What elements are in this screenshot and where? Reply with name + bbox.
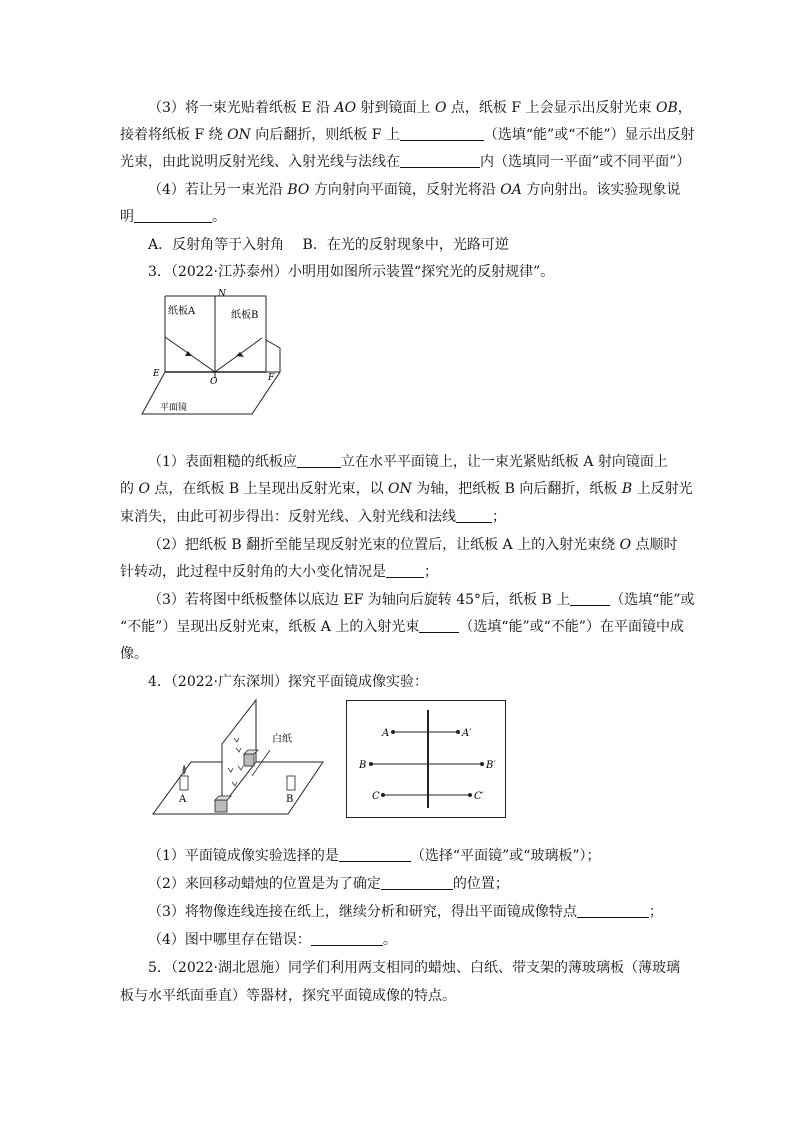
- support-block-bottom: [215, 800, 227, 812]
- q2-part3-line1: [148, 98, 708, 118]
- label-c-prime: C′: [474, 791, 484, 802]
- label-board-b: 纸板B: [231, 310, 259, 321]
- answer-blank[interactable]: [400, 153, 480, 168]
- q2-part4-line1: [148, 180, 708, 200]
- label-b: B: [286, 794, 294, 805]
- q2-options: A．反射角等于入射角 B．在光的反射现象中，光路可逆: [148, 237, 509, 253]
- text: “不能”）呈现出反射光束，纸板 A 上的入射光束: [120, 619, 420, 635]
- text: ON: [388, 481, 412, 497]
- text: 点，在纸板 B 上呈现出反射光束，以: [149, 481, 389, 497]
- answer-blank[interactable]: [570, 591, 610, 606]
- q4-part4: [148, 930, 708, 950]
- text: ；: [648, 904, 663, 920]
- text: O: [434, 100, 447, 116]
- label-mirror: 平面镜: [160, 403, 188, 413]
- answer-blank[interactable]: [311, 931, 383, 946]
- label-b: B: [359, 760, 367, 771]
- label-white-paper: 白纸: [272, 734, 292, 745]
- point-a: [391, 730, 395, 734]
- text: BO: [287, 182, 310, 198]
- q2-part4-line2: [120, 207, 680, 227]
- label-a: A: [382, 728, 390, 739]
- text: ，: [677, 100, 692, 116]
- q4-part3: [148, 902, 708, 922]
- q3-part3-line2: [120, 617, 684, 637]
- q3-part2-line2: [120, 562, 680, 582]
- text: 的位置；: [452, 876, 509, 892]
- answer-blank[interactable]: [386, 563, 424, 578]
- point-b2: [480, 762, 484, 766]
- q4-title: 4．（2022·广东深圳）探究平面镜成像实验：: [148, 674, 428, 690]
- text: （3）若将图中纸板整体以底边 EF 为轴向后旋转 45°后，纸板 B 上: [148, 592, 571, 608]
- q2-part3-line3: [120, 152, 691, 172]
- label-a-prime: A′: [462, 728, 472, 739]
- text: 。: [382, 932, 397, 948]
- text: （1）表面粗糙的纸板应: [148, 454, 297, 470]
- text: OB: [655, 100, 678, 116]
- board-b-fold: [266, 340, 280, 372]
- text: ON: [227, 127, 251, 143]
- text: 的: [120, 481, 139, 497]
- answer-blank[interactable]: [297, 453, 341, 468]
- q5-line1: 5．（2022·湖北恩施）同学们利用两支相同的蜡烛、白纸、带支架的薄玻璃板（薄玻璃: [148, 960, 680, 976]
- text: 针转动，此过程中反射角的大小变化情况是: [120, 564, 386, 580]
- text: 方向射向平面镜，反射光将沿: [309, 182, 501, 198]
- label-board-a: 纸板A: [168, 306, 196, 317]
- text: 方向射出。该实验现象说: [521, 182, 681, 198]
- answer-blank[interactable]: [419, 618, 459, 633]
- q3-part2-line1: [148, 535, 708, 555]
- text: 点顺时: [631, 537, 678, 553]
- candle-a: [180, 776, 188, 790]
- point-c: [381, 793, 385, 797]
- text: 上反射光: [632, 481, 693, 497]
- text: 为轴，把纸板 B 向后翻折，纸板: [411, 481, 622, 497]
- text: 。: [212, 209, 226, 225]
- text: （1）平面镜成像实验选择的是: [148, 848, 339, 864]
- text: （3）将一束光贴着纸板 E 沿: [148, 100, 335, 116]
- support-block-top: [244, 754, 254, 766]
- text: 射到镜面上: [356, 100, 435, 116]
- text: （2）来回移动蜡烛的位置是为了确定: [148, 876, 381, 892]
- text: （选择“平面镜”或“玻璃板”）；: [410, 848, 601, 864]
- text: ；: [424, 564, 438, 580]
- text: 明: [120, 209, 134, 225]
- text: （选填“能”或“不能”）显示出反射: [483, 127, 695, 143]
- text: B: [621, 481, 633, 497]
- text: （选填“能”或“不能”）在平面镜中成: [459, 619, 684, 635]
- label-f: F: [268, 373, 275, 383]
- text: 光束，由此说明反射光线、入射光线与法线在: [120, 154, 400, 170]
- answer-blank[interactable]: [134, 208, 212, 223]
- text: O: [619, 537, 632, 553]
- text: （2）把纸板 B 翻折至能呈现反射光束的位置后，让纸板 A 上的入射光束绕: [148, 537, 620, 553]
- text: 立在水平平面镜上，让一束光紧贴纸板 A 射向镜面上: [340, 454, 668, 470]
- label-b-prime: B′: [486, 760, 496, 771]
- text: ；: [492, 509, 506, 525]
- q3-title: 3．（2022·江苏泰州）小明用如图所示装置“探究光的反射规律”。: [148, 264, 555, 280]
- q3-reflection-diagram: [140, 288, 300, 424]
- text: 接着将纸板 F 绕: [120, 127, 228, 143]
- point-c2: [468, 793, 472, 797]
- q2-part3-line2: [120, 125, 695, 145]
- text: 内（选填同一平面”或不同平面”）: [480, 154, 691, 170]
- text: 点，纸板 F 上会显示出反射光束: [446, 100, 656, 116]
- q3-part3-line1: [148, 590, 708, 610]
- text: OA: [500, 182, 522, 198]
- answer-blank[interactable]: [381, 875, 453, 890]
- text: 束消失，由此可初步得出：反射光线、入射光线和法线: [120, 509, 456, 525]
- point-a2: [456, 730, 460, 734]
- q3-part1-line1: [148, 452, 708, 472]
- text: （4）若让另一束光沿: [148, 182, 288, 198]
- text: （3）将物像连线连接在纸上，继续分析和研究，得出平面镜成像特点: [148, 904, 577, 920]
- text: AO: [334, 100, 357, 116]
- q4-object-image-diagram: [346, 700, 506, 818]
- label-n: N: [218, 289, 226, 299]
- label-a: A: [179, 794, 187, 805]
- text: （4）图中哪里存在错误：: [148, 932, 311, 948]
- candle-b: [287, 776, 295, 790]
- text: 向后翻折，则纸板 F 上: [250, 127, 400, 143]
- point-b: [369, 762, 373, 766]
- answer-blank[interactable]: [456, 508, 492, 523]
- label-e: E: [153, 369, 160, 379]
- answer-blank[interactable]: [400, 126, 484, 141]
- q4-part1: [148, 846, 708, 866]
- q3-part3-line3: 像。: [120, 646, 148, 662]
- answer-blank[interactable]: [339, 847, 411, 862]
- label-c: C: [372, 791, 380, 802]
- support-block-bottom-face: [215, 796, 231, 800]
- q3-part1-line3: [120, 507, 680, 527]
- label-o: O: [210, 377, 218, 387]
- answer-blank[interactable]: [577, 903, 649, 918]
- q5-line2: 板与水平纸面垂直）等器材，探究平面镜成像的特点。: [120, 988, 456, 1004]
- q3-part1-line2: [120, 479, 693, 499]
- q4-candle-setup-diagram: [148, 696, 328, 818]
- text: O: [138, 481, 150, 497]
- text: （选填“能”或: [610, 592, 695, 608]
- q4-part2: [148, 874, 708, 894]
